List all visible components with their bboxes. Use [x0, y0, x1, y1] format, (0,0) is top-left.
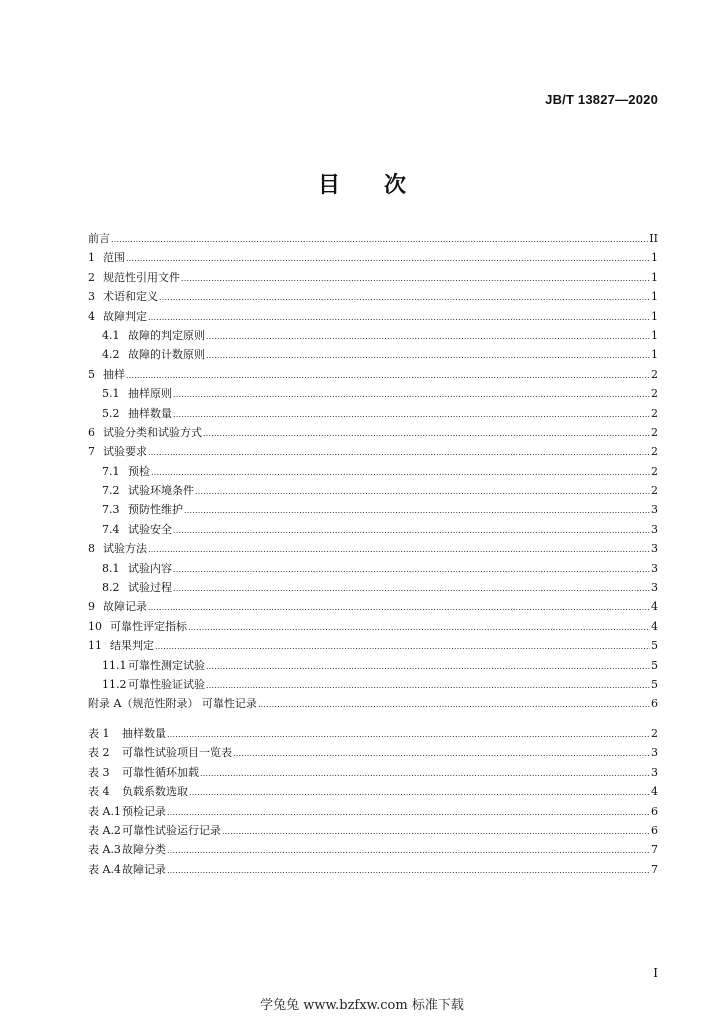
entry-number: 7.2 — [102, 484, 120, 498]
table-list-entry[interactable] — [88, 802, 658, 821]
entry-title: 故障的计数原则 — [128, 348, 205, 362]
entry-page: 3 — [651, 581, 658, 595]
entry-title: 试验过程 — [128, 581, 172, 595]
dot-leader — [189, 782, 650, 802]
entry-number: 3 — [88, 290, 95, 304]
toc-entry[interactable] — [88, 384, 658, 403]
entry-title: 附录 A（规范性附录） 可靠性记录 — [88, 697, 257, 711]
dot-leader — [148, 539, 650, 559]
toc-entry[interactable] — [88, 597, 658, 616]
entry-page: 2 — [651, 425, 658, 439]
toc-entry[interactable] — [88, 500, 658, 519]
entry-page: 1 — [651, 309, 658, 323]
entry-page: 7 — [651, 843, 658, 857]
standard-code: JB/T 13827—2020 — [545, 92, 658, 107]
entry-title: 故障的判定原则 — [128, 328, 205, 342]
dot-leader — [167, 724, 650, 744]
entry-title: 预检记录 — [122, 804, 166, 818]
entry-page: 3 — [651, 561, 658, 575]
entry-number: 7 — [88, 445, 95, 459]
dot-leader — [148, 307, 650, 327]
entry-title: 预检 — [128, 464, 150, 478]
entry-number: 表 1 — [88, 727, 110, 740]
entry-title: 结果判定 — [110, 639, 154, 653]
toc-entry[interactable] — [88, 520, 658, 539]
dot-leader — [151, 462, 650, 482]
entry-page: 2 — [651, 464, 658, 478]
entry-number: 7.4 — [102, 522, 120, 536]
list-of-tables — [88, 724, 658, 879]
entry-title: 试验方法 — [103, 542, 147, 556]
table-list-entry[interactable] — [88, 763, 658, 782]
dot-leader — [173, 559, 650, 579]
dot-leader — [233, 743, 650, 763]
entry-number: 表 A.3 — [88, 843, 121, 857]
dot-leader — [200, 763, 650, 783]
table-list-entry[interactable] — [88, 743, 658, 762]
entry-title: 抽样数量 — [122, 727, 166, 740]
dot-leader — [195, 481, 650, 501]
dot-leader — [188, 617, 650, 637]
entry-title: 试验内容 — [128, 561, 172, 575]
toc-entry[interactable] — [88, 481, 658, 500]
entry-number: 5 — [88, 367, 95, 381]
entry-title: 抽样 — [103, 367, 125, 381]
toc-entry[interactable] — [88, 617, 658, 636]
entry-page: 5 — [651, 658, 658, 672]
entry-title: 可靠性试验项目一览表 — [122, 746, 232, 760]
dot-leader — [167, 860, 650, 880]
dot-leader — [203, 423, 650, 443]
entry-number: 表 3 — [88, 765, 110, 779]
dot-leader — [111, 229, 648, 249]
entry-number: 7.3 — [102, 503, 120, 517]
dot-leader — [206, 326, 650, 346]
entry-number: 表 A.1 — [88, 804, 121, 818]
toc-entry[interactable] — [88, 578, 658, 597]
entry-title: 故障记录 — [103, 600, 147, 614]
toc-entry[interactable] — [88, 268, 658, 287]
entry-title: 试验分类和试验方式 — [103, 425, 202, 439]
table-of-contents — [88, 229, 658, 714]
entry-number: 11.1 — [102, 658, 127, 672]
toc-entry[interactable] — [88, 326, 658, 345]
entry-page: 2 — [651, 367, 658, 381]
table-list-entry[interactable] — [88, 860, 658, 879]
entry-page: 2 — [651, 406, 658, 420]
toc-entry[interactable] — [88, 462, 658, 481]
footer-watermark: 学兔兔 www.bzfxw.com 标准下载 — [260, 998, 464, 1013]
entry-title: 可靠性评定指标 — [110, 619, 187, 633]
dot-leader — [222, 821, 650, 841]
entry-page: 1 — [651, 328, 658, 342]
toc-entry[interactable] — [88, 423, 658, 442]
toc-entry[interactable] — [88, 287, 658, 306]
entry-title: 试验安全 — [128, 522, 172, 536]
entry-page: 6 — [651, 823, 658, 837]
entry-number: 表 A.4 — [88, 862, 121, 876]
entry-number: 6 — [88, 425, 95, 439]
entry-number: 5.1 — [102, 387, 120, 401]
dot-leader — [159, 287, 650, 307]
entry-title: 故障记录 — [122, 862, 166, 876]
dot-leader — [148, 442, 650, 462]
dot-leader — [167, 840, 650, 860]
dot-leader — [173, 404, 650, 424]
table-list-entry[interactable] — [88, 724, 658, 743]
entry-number: 4 — [88, 309, 95, 323]
dot-leader — [173, 578, 650, 598]
dot-leader — [258, 694, 650, 714]
entry-number: 表 2 — [88, 746, 110, 760]
entry-page: 1 — [651, 290, 658, 304]
dot-leader — [206, 345, 650, 365]
entry-number: 7.1 — [102, 464, 120, 478]
entry-page: 5 — [651, 639, 658, 653]
entry-page: 5 — [651, 677, 658, 691]
dot-leader — [155, 636, 650, 656]
toc-entry[interactable] — [88, 675, 658, 694]
toc-entry[interactable] — [88, 404, 658, 423]
entry-page: 6 — [651, 804, 658, 818]
page-title — [0, 168, 724, 199]
entry-page: 3 — [651, 522, 658, 536]
entry-number: 表 4 — [88, 785, 110, 799]
entry-title: 预防性维护 — [128, 503, 183, 517]
entry-title: 术语和定义 — [103, 290, 158, 304]
entry-title: 负载系数选取 — [122, 785, 188, 799]
entry-number: 11.2 — [102, 677, 127, 691]
dot-leader — [148, 597, 650, 617]
entry-title: 可靠性试验运行记录 — [122, 823, 221, 837]
entry-page: 3 — [651, 542, 658, 556]
page-number: I — [653, 966, 658, 980]
dot-leader — [126, 365, 650, 385]
toc-entry[interactable] — [88, 442, 658, 461]
dot-leader — [126, 248, 650, 268]
entry-title: 抽样数量 — [128, 406, 172, 420]
entry-page: 7 — [651, 862, 658, 876]
toc-entry[interactable] — [88, 307, 658, 326]
title-char-1: 目 — [317, 172, 340, 198]
toc-entry[interactable] — [88, 656, 658, 675]
entry-title: 抽样原则 — [128, 387, 172, 401]
toc-entry[interactable] — [88, 559, 658, 578]
entry-title: 试验环境条件 — [128, 484, 194, 498]
entry-number: 1 — [88, 251, 95, 265]
dot-leader — [206, 675, 650, 695]
entry-page: 1 — [651, 270, 658, 284]
entry-page: 4 — [651, 619, 658, 633]
entry-number: 5.2 — [102, 406, 120, 420]
table-list-entry[interactable] — [88, 821, 658, 840]
entry-page: 4 — [651, 600, 658, 614]
entry-page: 2 — [651, 727, 658, 740]
entry-page: 2 — [651, 484, 658, 498]
entry-page: 3 — [651, 765, 658, 779]
toc-entry[interactable] — [88, 636, 658, 655]
entry-page: 2 — [651, 387, 658, 401]
dot-leader — [173, 520, 650, 540]
entry-number: 8.1 — [102, 561, 120, 575]
entry-number: 2 — [88, 270, 95, 284]
entry-number: 11 — [88, 639, 102, 653]
entry-page: 2 — [651, 445, 658, 459]
dot-leader — [184, 500, 650, 520]
entry-title: 前言 — [88, 232, 110, 245]
entry-title: 试验要求 — [103, 445, 147, 459]
entry-page: 4 — [651, 785, 658, 799]
dot-leader — [167, 802, 650, 822]
entry-title: 可靠性测定试验 — [128, 658, 205, 672]
table-list-entry[interactable] — [88, 782, 658, 801]
toc-entry[interactable] — [88, 248, 658, 267]
entry-title: 可靠性验证试验 — [128, 677, 205, 691]
entry-title: 范围 — [103, 251, 125, 265]
entry-number: 9 — [88, 600, 95, 614]
entry-page: 1 — [651, 251, 658, 265]
entry-number: 4.2 — [102, 348, 120, 362]
entry-number: 4.1 — [102, 328, 120, 342]
entry-number: 8 — [88, 542, 95, 556]
toc-entry[interactable] — [88, 365, 658, 384]
toc-entry[interactable] — [88, 694, 658, 713]
entry-page: 6 — [651, 697, 658, 711]
dot-leader — [181, 268, 650, 288]
title-char-2: 次 — [384, 172, 407, 198]
toc-entry[interactable] — [88, 229, 658, 248]
toc-entry[interactable] — [88, 539, 658, 558]
entry-number: 表 A.2 — [88, 823, 121, 837]
entry-page: 3 — [651, 503, 658, 517]
table-list-entry[interactable] — [88, 840, 658, 859]
dot-leader — [206, 656, 650, 676]
entry-number: 8.2 — [102, 581, 120, 595]
entry-title: 故障判定 — [103, 309, 147, 323]
entry-page: II — [649, 232, 658, 245]
entry-page: 1 — [651, 348, 658, 362]
entry-title: 规范性引用文件 — [103, 270, 180, 284]
entry-number: 10 — [88, 619, 102, 633]
entry-title: 可靠性循环加载 — [122, 765, 199, 779]
dot-leader — [173, 384, 650, 404]
entry-title: 故障分类 — [122, 843, 166, 857]
toc-entry[interactable] — [88, 345, 658, 364]
entry-page: 3 — [651, 746, 658, 760]
